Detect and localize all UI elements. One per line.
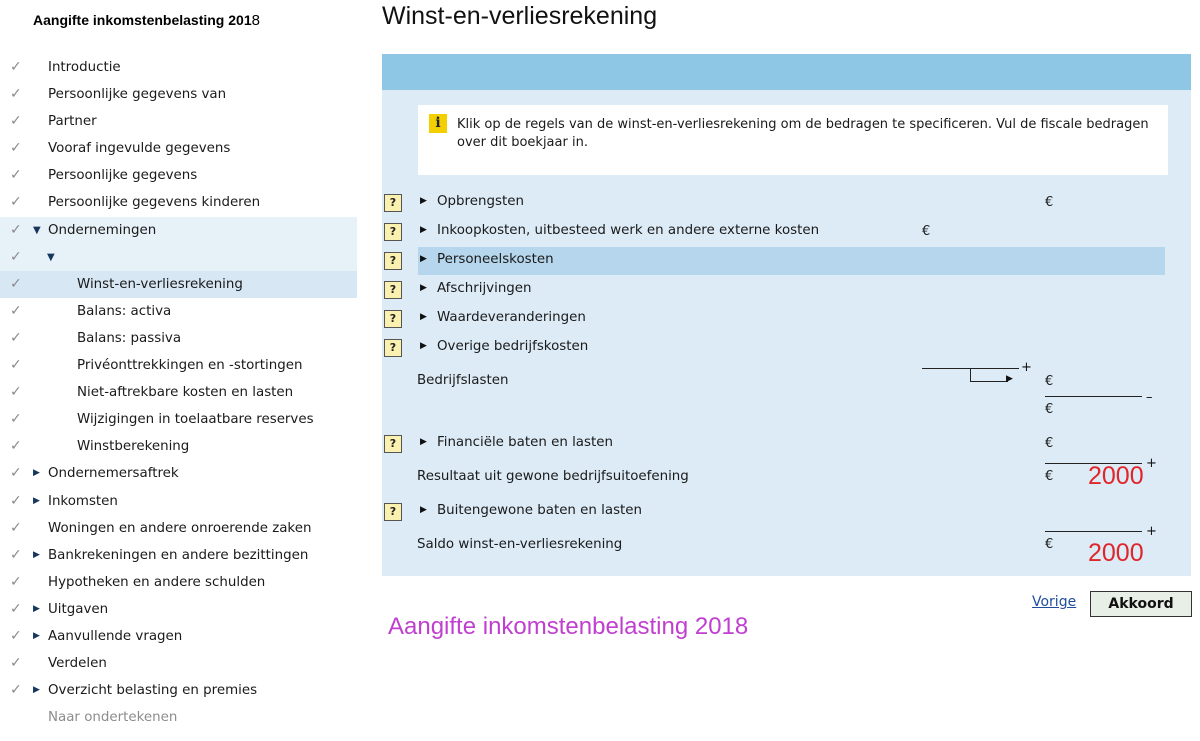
check-icon: ✓ xyxy=(10,655,22,672)
check-icon: ✓ xyxy=(10,357,22,374)
sum-line xyxy=(1045,396,1142,397)
sidebar-item-overzicht[interactable] xyxy=(0,677,357,704)
panel-header xyxy=(382,54,1191,90)
check-icon: ✓ xyxy=(10,682,22,699)
info-text: Klik op de regels van de winst-en-verliesrekening om de bedragen te specificeren. Vul de fiscale bedragen over dit boekjaar in. xyxy=(457,117,1149,150)
app-title: Aangifte inkomstenbelasting 2018 xyxy=(33,12,260,29)
help-icon[interactable]: ? xyxy=(384,194,402,212)
info-box xyxy=(418,105,1168,175)
page-title: Winst-en-verliesrekening xyxy=(382,2,658,30)
label-saldo: Saldo winst-en-verliesrekening xyxy=(417,537,623,552)
sidebar-item-introductie[interactable] xyxy=(0,54,357,81)
caret-right-icon[interactable]: ▶ xyxy=(33,603,40,614)
expand-arrow-icon[interactable]: ▶ xyxy=(420,437,427,447)
sidebar-item-onderneming[interactable] xyxy=(0,244,357,271)
sidebar-item-naar-ondertekenen xyxy=(0,704,357,731)
currency-symbol: € xyxy=(1045,195,1054,210)
row-label[interactable]: Inkoopkosten, uitbesteed werk en andere externe kosten xyxy=(437,223,820,238)
sidebar-item-label: Persoonlijke gegevens van xyxy=(48,87,227,103)
sidebar-item-label: Balans: passiva xyxy=(77,330,182,346)
expand-arrow-icon[interactable]: ▶ xyxy=(420,196,427,206)
help-icon[interactable]: ? xyxy=(384,435,402,453)
sidebar-item-label: Naar ondertekenen xyxy=(48,710,178,726)
footer-caption: Aangifte inkomstenbelasting 2018 xyxy=(388,613,749,640)
sidebar-item-label: Ondernemersaftrek xyxy=(48,466,179,482)
sidebar-item-inkomsten[interactable] xyxy=(0,488,357,515)
sidebar-item-hypotheken[interactable] xyxy=(0,569,357,596)
sidebar-item-winst-en-verliesrekening[interactable] xyxy=(0,271,357,298)
plus-sign: + xyxy=(1146,456,1157,471)
sidebar-item-niet-aftrekbare-kosten[interactable] xyxy=(0,379,357,406)
info-icon: i xyxy=(429,114,447,133)
check-icon: ✓ xyxy=(10,59,22,75)
help-icon[interactable]: ? xyxy=(384,281,402,299)
main-content xyxy=(380,0,1200,741)
sidebar-item-label: Winstberekening xyxy=(77,439,190,455)
sidebar-item-label: Persoonlijke gegevens kinderen xyxy=(48,195,261,211)
currency-symbol: € xyxy=(922,224,931,239)
sidebar-item-verdelen[interactable] xyxy=(0,650,357,677)
caret-right-icon[interactable]: ▶ xyxy=(33,495,40,506)
row-label[interactable]: Afschrijvingen xyxy=(437,281,532,296)
help-icon[interactable]: ? xyxy=(384,223,402,241)
sidebar-item-label: Hypotheken en andere schulden xyxy=(48,574,266,590)
check-icon: ✓ xyxy=(10,302,22,319)
check-icon: ✓ xyxy=(10,492,22,509)
currency-symbol: € xyxy=(1045,436,1054,451)
expand-arrow-icon[interactable]: ▶ xyxy=(420,254,427,264)
sidebar-item-aanvullende-vragen[interactable] xyxy=(0,623,357,650)
caret-down-icon[interactable]: ▼ xyxy=(33,224,41,236)
sidebar-item-vooraf-ingevuld[interactable] xyxy=(0,135,357,162)
sidebar-item-label: Introductie xyxy=(48,60,121,75)
expand-arrow-icon[interactable]: ▶ xyxy=(420,312,427,322)
check-icon: ✓ xyxy=(10,573,22,590)
caret-right-icon[interactable]: ▶ xyxy=(33,549,40,560)
row-label[interactable]: Financiële baten en lasten xyxy=(437,435,613,450)
check-icon: ✓ xyxy=(10,627,22,644)
help-icon[interactable]: ? xyxy=(384,339,402,357)
row-afschrijvingen[interactable] xyxy=(382,276,1191,304)
sidebar-item-uitgaven[interactable] xyxy=(0,596,357,623)
minus-sign: – xyxy=(1146,390,1153,405)
caret-right-icon[interactable]: ▶ xyxy=(33,685,40,696)
row-label[interactable]: Overige bedrijfskosten xyxy=(437,339,589,354)
sidebar-item-persoonlijke-gegevens-van[interactable] xyxy=(0,81,357,108)
sidebar-item-balans-activa[interactable] xyxy=(0,298,357,325)
sidebar-item-label: Bankrekeningen en andere bezittingen xyxy=(48,547,309,563)
sidebar xyxy=(0,0,357,741)
check-icon: ✓ xyxy=(10,221,22,238)
saldo-value: 2000 xyxy=(1088,539,1144,567)
sidebar-item-woningen[interactable] xyxy=(0,515,357,542)
plus-sign: + xyxy=(1021,360,1032,375)
sidebar-item-ondernemersaftrek[interactable] xyxy=(0,460,357,487)
sidebar-item-partner[interactable] xyxy=(0,108,357,135)
row-personeelskosten[interactable] xyxy=(382,247,1191,275)
sidebar-item-winstberekening[interactable] xyxy=(0,433,357,460)
previous-link[interactable]: Vorige xyxy=(1032,594,1077,610)
check-icon: ✓ xyxy=(10,86,22,103)
arrow-right-icon: ▶ xyxy=(1006,374,1013,384)
transfer-line xyxy=(970,368,971,382)
sidebar-item-ondernemingen[interactable] xyxy=(0,217,357,244)
currency-symbol: € xyxy=(1045,537,1054,552)
check-icon: ✓ xyxy=(10,248,22,265)
sidebar-item-label: Uitgaven xyxy=(48,601,109,617)
transfer-line xyxy=(970,381,1008,382)
row-buitengewone-baten[interactable] xyxy=(382,498,1191,526)
check-icon: ✓ xyxy=(10,140,22,157)
sidebar-item-priveonttrekkingen[interactable] xyxy=(0,352,357,379)
sidebar-item-label: Inkomsten xyxy=(48,493,118,509)
sidebar-item-wijzigingen-reserves[interactable] xyxy=(0,406,357,433)
row-waardeveranderingen[interactable] xyxy=(382,305,1191,333)
check-icon: ✓ xyxy=(10,384,22,401)
resultaat-value: 2000 xyxy=(1088,462,1144,490)
check-icon: ✓ xyxy=(10,600,22,617)
sidebar-item-label: Wijzigingen in toelaatbare reserves xyxy=(77,412,314,428)
sidebar-item-label: Privéonttrekkingen en -stortingen xyxy=(77,358,303,374)
help-icon[interactable]: ? xyxy=(384,503,402,521)
sidebar-item-label: Balans: activa xyxy=(77,303,172,319)
check-icon: ✓ xyxy=(10,329,22,346)
expand-arrow-icon[interactable]: ▶ xyxy=(420,505,427,515)
caret-down-icon[interactable]: ▼ xyxy=(47,251,55,263)
expand-arrow-icon[interactable]: ▶ xyxy=(420,225,427,235)
help-icon[interactable]: ? xyxy=(384,310,402,328)
sidebar-item-label: Partner xyxy=(48,114,97,130)
row-label[interactable]: Personeelskosten xyxy=(437,252,554,267)
plus-sign: + xyxy=(1146,524,1157,539)
check-icon: ✓ xyxy=(10,519,22,536)
sidebar-nav xyxy=(0,54,357,731)
check-icon: ✓ xyxy=(10,167,22,184)
row-opbrengsten[interactable] xyxy=(382,189,1191,217)
row-inkoopkosten[interactable] xyxy=(382,218,1191,246)
sidebar-item-label: Overzicht belasting en premies xyxy=(48,683,258,699)
help-icon[interactable]: ? xyxy=(384,252,402,270)
check-icon: ✓ xyxy=(10,465,22,482)
check-icon: ✓ xyxy=(10,546,22,563)
label-resultaat: Resultaat uit gewone bedrijfsuitoefening xyxy=(417,469,689,484)
currency-symbol: € xyxy=(1045,374,1054,389)
sidebar-item-label: Woningen en andere onroerende zaken xyxy=(48,520,312,536)
sum-line xyxy=(1045,531,1142,532)
row-label[interactable]: Buitengewone baten en lasten xyxy=(437,503,643,518)
row-label[interactable]: Waardeveranderingen xyxy=(437,310,586,325)
caret-right-icon[interactable]: ▶ xyxy=(33,630,40,641)
label-bedrijfslasten: Bedrijfslasten xyxy=(417,373,509,388)
sidebar-item-label: Persoonlijke gegevens xyxy=(48,168,198,184)
sidebar-item-bankrekeningen[interactable] xyxy=(0,542,357,569)
sidebar-item-kinderen[interactable] xyxy=(0,189,357,216)
sidebar-item-label: Aanvullende vragen xyxy=(48,628,183,644)
sidebar-item-label: Ondernemingen xyxy=(48,222,157,238)
expand-arrow-icon[interactable]: ▶ xyxy=(420,341,427,351)
panel-body xyxy=(382,90,1191,576)
row-label[interactable]: Opbrengsten xyxy=(437,194,524,209)
sidebar-item-label: Winst-en-verliesrekening xyxy=(77,276,243,292)
sidebar-item-balans-passiva[interactable] xyxy=(0,325,357,352)
caret-right-icon[interactable]: ▶ xyxy=(33,468,40,479)
row-financiele-baten[interactable] xyxy=(382,430,1191,458)
check-icon: ✓ xyxy=(10,194,22,211)
expand-arrow-icon[interactable]: ▶ xyxy=(420,283,427,293)
check-icon: ✓ xyxy=(10,438,22,455)
akkoord-button[interactable]: Akkoord xyxy=(1090,591,1192,617)
currency-symbol: € xyxy=(1045,402,1054,417)
check-icon: ✓ xyxy=(10,113,22,130)
check-icon: ✓ xyxy=(10,411,22,428)
sidebar-item-label: Verdelen xyxy=(48,656,107,672)
sidebar-item-label: Niet-aftrekbare kosten en lasten xyxy=(77,385,294,401)
row-overige-bedrijfskosten[interactable] xyxy=(382,334,1191,362)
sidebar-item-label: Vooraf ingevulde gegevens xyxy=(48,141,231,157)
check-icon: ✓ xyxy=(10,275,22,292)
sidebar-item-persoonlijke-gegevens[interactable] xyxy=(0,162,357,189)
currency-symbol: € xyxy=(1045,469,1054,484)
